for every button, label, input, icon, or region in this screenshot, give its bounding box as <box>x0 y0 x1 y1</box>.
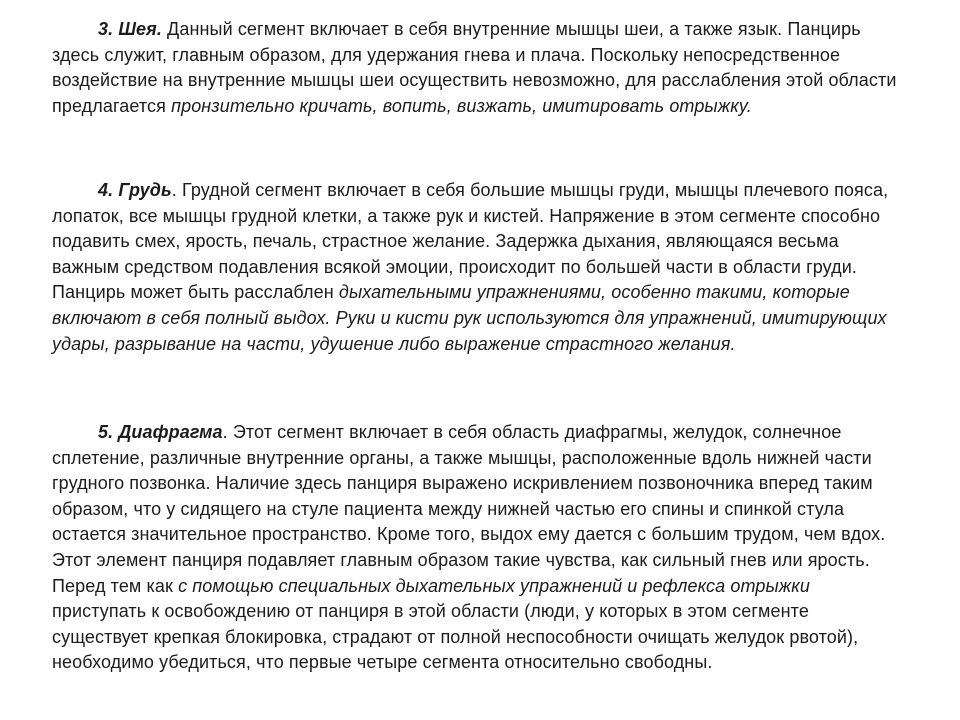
section-heading-chest: 4. Грудь <box>98 180 172 200</box>
section-heading-neck: 3. Шея. <box>98 19 162 39</box>
paragraph-emphasis: с помощью специальных дыхательных упражнений и рефлекса отрыжки <box>178 575 810 596</box>
paragraph-text: . Грудной сегмент включает в себя большие мышцы груди, мышцы плечевого пояса, лопаток, все мышцы грудной клетки, а также рук и кистей. Напряжение в этом сегменте способно подавить смех, ярость, печаль, страстное желание. Задержка дыхания, являющаяся весьма важным средством подавления всякой эмоции, происходит по большей части в области груди. Панцирь может быть расслаблен <box>52 180 889 303</box>
section-heading-diaphragm: 5. Диафрагма <box>98 422 223 442</box>
paragraph-diaphragm <box>52 420 902 676</box>
paragraph-chest <box>52 178 902 357</box>
paragraph-emphasis: пронзительно кричать, вопить, визжать, имитировать отрыжку. <box>171 95 752 116</box>
paragraph-text: . Этот сегмент включает в себя область диафрагмы, желудок, солнечное сплетение, различные внутренние органы, а также мышцы, расположенные вдоль нижней части грудного позвонка. Наличие здесь панциря выражено искривлением позвоночника вперед таким образом, что у сидящего на стуле пациента между нижней частью его спины и спинкой стула остается значительное пространство. Кроме того, выдох ему дается с большим трудом, чем вдох. Этот элемент панциря подавляет главным образом такие чувства, как сильный гнев или ярость. Перед тем как <box>52 422 886 596</box>
paragraph-emphasis: дыхательными упражнениями, особенно такими, которые включают в себя полный выдох. Руки и кисти рук используются для упражнений, имитирующих удары, разрывание на части, удушение либо выражение страстного желания. <box>52 282 887 354</box>
paragraph-text: Данный сегмент включает в себя внутренние мышцы шеи, а также язык. Панцирь здесь служит, главным образом, для удержания гнева и плача. Поскольку непосредственное воздействие на внутренние мышцы шеи осуществить невозможно, для расслабления этой области предлагается <box>52 19 897 116</box>
paragraph-text: приступать к освобождению от панциря в этой области (люди, у которых в этом сегменте существует крепкая блокировка, страдают от полной неспособности очищать желудок рвотой), необходимо убедиться, что первые четыре сегмента относительно свободны. <box>52 601 859 673</box>
paragraph-neck <box>52 17 902 119</box>
